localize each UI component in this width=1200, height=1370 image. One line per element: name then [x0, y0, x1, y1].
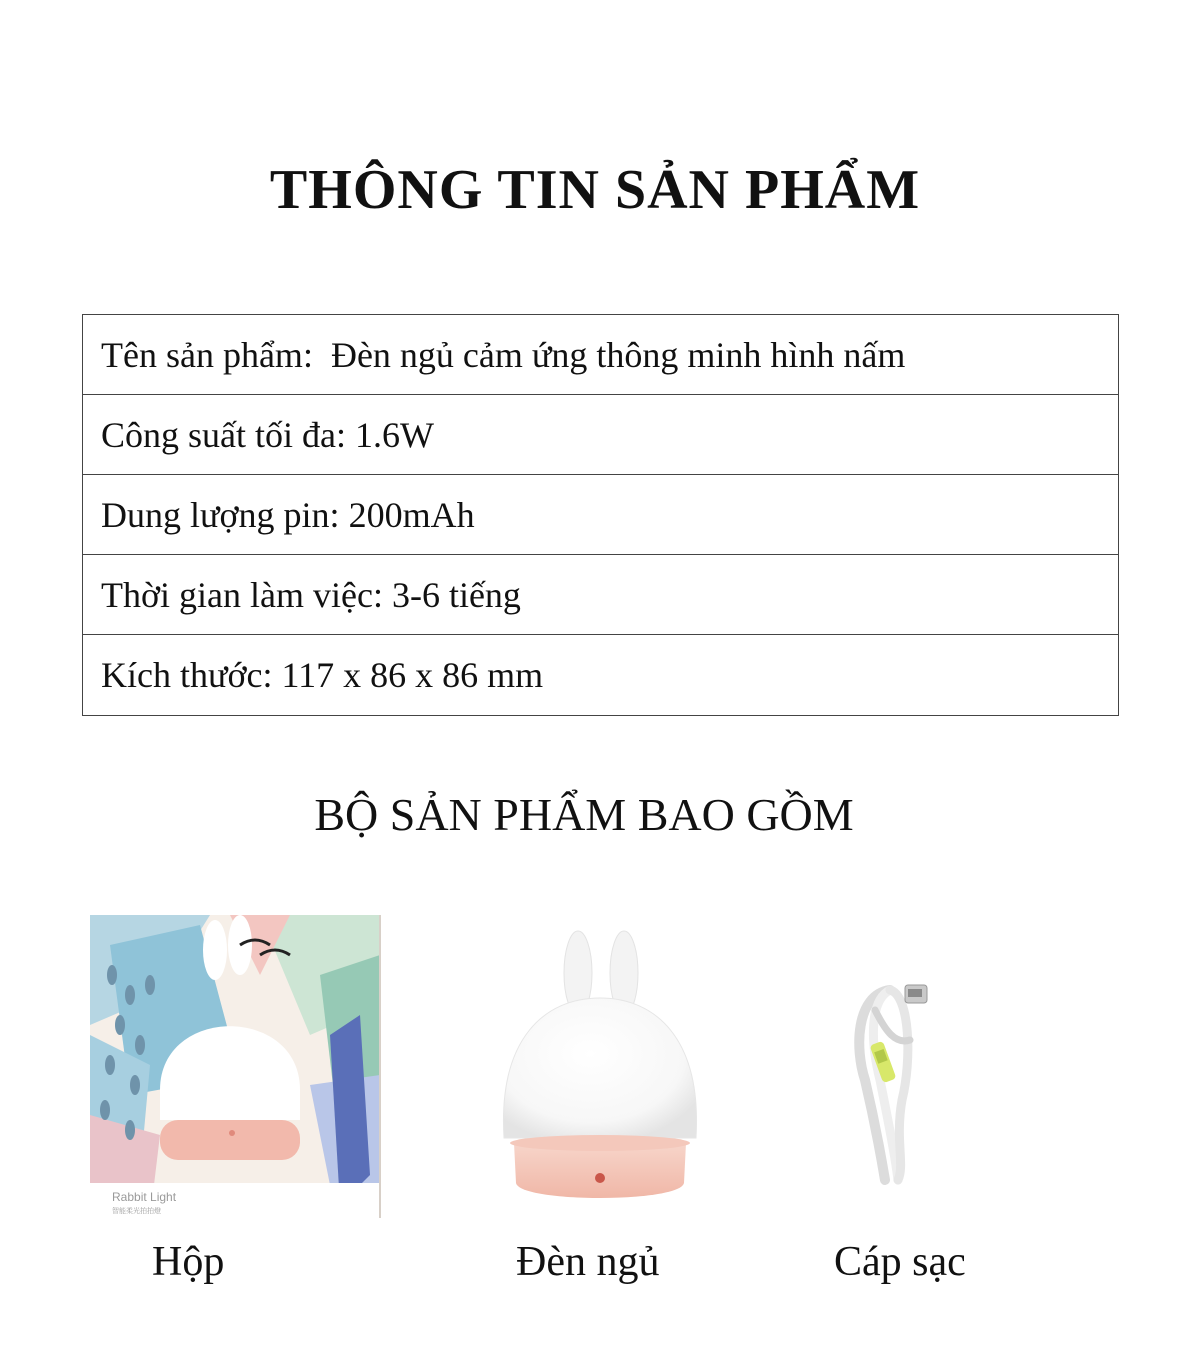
spec-label: Dung lượng pin: — [101, 494, 340, 535]
spec-row-size — [83, 635, 1118, 715]
spec-row-name — [83, 315, 1118, 395]
box-image — [90, 915, 382, 1220]
spec-label: Tên sản phẩm: — [101, 334, 313, 375]
spec-table — [82, 314, 1119, 716]
spec-row-runtime — [83, 555, 1118, 635]
spec-label: Công suất tối đa: — [101, 414, 346, 455]
cable-image — [850, 970, 940, 1190]
spec-row-battery — [83, 475, 1118, 555]
box-subtext: 智能柔光拍拍燈 — [112, 1207, 161, 1215]
lamp-item — [500, 928, 700, 1218]
spec-value: 200mAh — [348, 494, 475, 535]
cable-item — [850, 970, 940, 1190]
box-brand-text: Rabbit Light — [112, 1190, 177, 1204]
spec-label: Thời gian làm việc: — [101, 574, 383, 615]
lamp-image — [500, 928, 700, 1218]
spec-value: 3-6 tiếng — [391, 574, 521, 615]
spec-value: Đèn ngủ cảm ứng thông minh hình nấm — [330, 334, 906, 375]
spec-value: 117 x 86 x 86 mm — [281, 655, 544, 695]
spec-label: Kích thước: — [101, 655, 273, 695]
spec-value: 1.6W — [355, 414, 434, 455]
page-title: THÔNG TIN SẢN PHẨM — [269, 159, 921, 221]
spec-row-power — [83, 395, 1118, 475]
item-label-lamp: Đèn ngủ — [516, 1239, 660, 1285]
item-label-cable: Cáp sạc — [834, 1239, 966, 1285]
box-item — [90, 915, 382, 1220]
package-title: BỘ SẢN PHẨM BAO GỒM — [314, 789, 854, 840]
item-label-box: Hộp — [152, 1239, 225, 1285]
